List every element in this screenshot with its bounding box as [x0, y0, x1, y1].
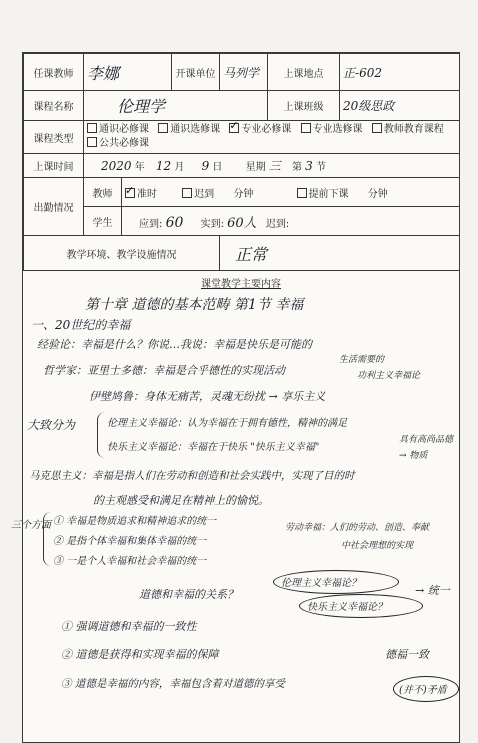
location-value: 正-602 [343, 65, 382, 80]
note-line: 三个方面 [11, 520, 51, 531]
notes-area [11, 292, 459, 732]
teacher-attendance-label: 教师 [84, 178, 122, 207]
time-value: 2020 年 12 月 9 日 星期 三 第 3 节 [84, 154, 460, 178]
checkbox-icon [158, 123, 168, 133]
note-line: 道德和幸福的关系？ [139, 588, 238, 601]
note-line: ③ 道德是幸福的内容，幸福包含着对道德的享受 [61, 678, 285, 690]
type-option-major-required[interactable]: ✓ 专业必修课 [229, 123, 291, 137]
brace-icon [97, 412, 106, 458]
course-label: 课程名称 [24, 91, 84, 121]
note-side: 具有高尚品德 [399, 435, 454, 445]
course-value: 伦理学 [117, 97, 166, 116]
unit-value: 马列学 [223, 65, 260, 80]
note-line: 快乐主义幸福论？ [307, 602, 387, 613]
note-side: 生活需要的 [339, 355, 385, 365]
unit-label: 开课单位 [172, 54, 220, 91]
note-line: 伦理主义幸福论？ [281, 578, 361, 589]
student-attendance-row: 应到: 60 实到: 60人 迟到: [122, 207, 460, 236]
type-option-general-required[interactable]: 通识必修课 [87, 123, 149, 137]
class-value: 20级思政 [343, 99, 395, 113]
checkbox-icon[interactable] [297, 188, 307, 198]
note-line: 马克思主义：幸福是指人们在劳动和创造和社会实践中，实现了目的时 [29, 470, 355, 482]
type-option-teacher-education[interactable]: 教师教育课程 [372, 123, 444, 137]
note-side: 中社会理想的实现 [341, 541, 414, 551]
note-side: (并不)矛盾 [399, 685, 447, 696]
checkbox-icon [372, 123, 382, 133]
environment-value: 正常 [235, 244, 268, 264]
note-line: ② 是指个体幸福和集体幸福的统一 [53, 536, 207, 547]
checkbox-icon [301, 123, 311, 133]
supervision-form [11, 52, 460, 743]
note-line: 大致分为 [27, 418, 76, 432]
note-chapter-title: 第十章 道德的基本范畴 第1节 幸福 [85, 297, 304, 313]
teacher-label: 任课教师 [24, 54, 84, 91]
teacher-attendance-row: ✓ 准时 迟到 分钟 提前下课 分钟 [122, 178, 460, 207]
checked-checkbox-icon[interactable] [125, 188, 135, 198]
note-side: 功利主义幸福论 [357, 371, 421, 381]
note-side: → 统一 [415, 584, 450, 597]
note-line: 快乐主义幸福论：幸福在于快乐 "快乐主义幸福" [107, 442, 320, 453]
checkbox-icon[interactable] [182, 188, 192, 198]
environment-label: 教学环境、教学设施情况 [24, 236, 220, 271]
type-label: 课程类型 [24, 121, 84, 154]
note-line: 一、20世纪的幸福 [31, 318, 131, 332]
attendance-label: 出勤情况 [24, 178, 84, 236]
checkbox-icon [87, 137, 97, 147]
note-line: 经验论：幸福是什么？你说…我说：幸福是快乐是可能的 [37, 338, 312, 351]
type-option-public-required[interactable]: 公共必修课 [87, 137, 149, 151]
type-options [84, 121, 460, 154]
checked-checkbox-icon [229, 123, 239, 133]
note-line: 哲学家：亚里士多德：幸福是合乎德性的实现活动 [43, 364, 285, 377]
time-label: 上课时间 [24, 154, 84, 178]
actual-value: 60人 [227, 215, 257, 231]
note-side: 德福一致 [385, 648, 429, 661]
location-label: 上课地点 [268, 54, 340, 91]
type-option-major-elective[interactable]: 专业选修课 [301, 123, 363, 137]
note-line: ① 强调道德和幸福的一致性 [61, 620, 197, 633]
class-label: 上课班级 [268, 91, 340, 121]
note-line: 伊壁鸠鲁：身体无痛苦，灵魂无纷扰 → 享乐主义 [89, 390, 326, 403]
note-line: ② 道德是获得和实现幸福的保障 [61, 648, 219, 661]
type-option-general-elective[interactable]: 通识选修课 [158, 123, 220, 137]
note-line: 伦理主义幸福论：认为幸福在于拥有德性，精神的满足 [107, 418, 347, 429]
note-line: ③ 一是个人幸福和社会幸福的统一 [53, 556, 207, 567]
teacher-value: 李娜 [87, 63, 120, 83]
expected-value: 60 [165, 214, 184, 231]
note-side: 劳动幸福：人们的劳动、创造、奉献 [285, 523, 430, 533]
note-line: ① 幸福是物质追求和精神追求的统一 [53, 516, 217, 527]
note-line: 的主观感受和满足在精神上的愉悦。 [93, 494, 269, 507]
checkbox-icon [87, 123, 97, 133]
note-side: → 物质 [399, 451, 428, 461]
brace-icon [43, 512, 52, 566]
notes-title: 课堂教学主要内容 [201, 279, 281, 290]
student-attendance-label: 学生 [84, 207, 122, 236]
info-table [23, 53, 460, 271]
